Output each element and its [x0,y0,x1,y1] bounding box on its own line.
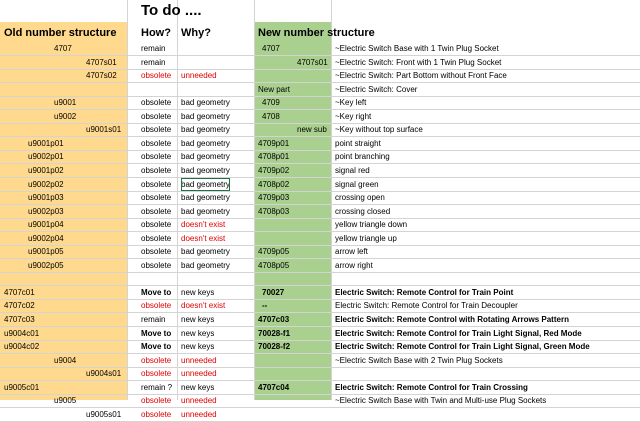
new-number-cell[interactable]: -- [262,301,268,311]
description-cell[interactable]: ~Key without top surface [335,125,423,135]
old-number-cell[interactable]: u9001p04 [28,220,64,230]
description-cell[interactable]: yellow triangle up [335,233,397,243]
table-row[interactable] [0,367,640,381]
new-number-cell[interactable]: 4707c03 [258,315,290,324]
description-cell[interactable]: ~Electric Switch: Front with 1 Twin Plug Socket [335,57,502,67]
why-cell[interactable]: doesn't exist [181,233,226,243]
how-cell[interactable]: obsolete [141,233,172,243]
table-row[interactable] [0,272,640,286]
how-cell[interactable]: obsolete [141,355,172,365]
description-cell[interactable]: ~Electric Switch Base with 1 Twin Plug Socket [335,44,499,53]
why-cell[interactable]: bad geometry [181,179,230,189]
old-number-cell[interactable]: u9004c01 [4,328,40,338]
old-number-cell[interactable]: 4707c01 [4,287,35,297]
description-cell[interactable]: signal red [335,165,370,175]
header-how[interactable]: How? [141,27,171,39]
table-row[interactable] [0,218,640,232]
why-cell[interactable]: unneeded [181,355,217,365]
new-number-cell[interactable]: 4708 [262,111,280,121]
new-number-cell[interactable]: 4708p03 [258,206,290,216]
description-cell[interactable]: Electric Switch: Remote Control for Train Point [335,287,514,297]
new-number-cell[interactable]: 4709p02 [258,165,290,175]
header-why[interactable]: Why? [181,27,211,39]
how-cell[interactable]: obsolete [141,369,172,379]
table-row[interactable] [0,83,640,97]
table-row[interactable] [0,69,640,83]
how-cell[interactable]: obsolete [141,165,172,175]
description-cell[interactable]: Electric Switch: Remote Control for Train Light Signal, Green Mode [335,342,590,352]
how-cell[interactable]: Move to [141,287,172,297]
why-cell[interactable]: bad geometry [181,138,230,148]
old-number-cell[interactable]: u9005c01 [4,382,40,392]
old-number-cell[interactable]: u9004 [54,355,77,365]
table-row[interactable] [0,42,640,56]
table-row[interactable] [0,286,640,300]
table-row[interactable] [0,408,640,422]
description-cell[interactable]: yellow triangle down [335,220,408,230]
how-cell[interactable]: Move to [141,328,172,338]
why-cell[interactable]: bad geometry [181,125,230,135]
how-cell[interactable]: remain [141,44,166,53]
how-cell[interactable]: obsolete [141,71,172,81]
how-cell[interactable]: remain [141,315,166,324]
why-cell[interactable]: unneeded [181,71,217,81]
table-row[interactable] [0,137,640,151]
old-number-cell[interactable]: u9001p05 [28,247,64,257]
table-row[interactable] [0,164,640,178]
description-cell[interactable]: point branching [335,152,390,162]
new-number-cell[interactable]: New part [258,84,291,94]
description-cell[interactable]: point straight [335,138,381,148]
description-cell[interactable]: Electric Switch: Remote Control for Train Crossing [335,382,528,392]
how-cell[interactable]: obsolete [141,206,172,216]
how-cell[interactable]: obsolete [141,152,172,162]
old-number-cell[interactable]: u9002 [54,111,77,121]
description-cell[interactable]: arrow left [335,247,368,257]
new-number-cell[interactable]: 4709p03 [258,193,290,203]
how-cell[interactable]: obsolete [141,138,172,148]
description-cell[interactable]: Electric Switch: Remote Control for Train Decoupler [335,301,518,311]
old-number-cell[interactable]: u9001s01 [86,125,122,135]
old-number-cell[interactable]: u9005 [54,396,77,406]
why-cell[interactable]: unneeded [181,369,217,379]
why-cell[interactable]: bad geometry [181,165,230,175]
table-row[interactable] [0,354,640,368]
why-cell[interactable]: doesn't exist [181,301,226,311]
description-cell[interactable]: ~Electric Switch: Part Bottom without Front Face [335,71,507,81]
new-number-cell[interactable]: 70028-f1 [258,328,291,338]
why-cell[interactable]: bad geometry [181,98,230,108]
new-number-cell[interactable]: 4709p01 [258,138,290,148]
how-cell[interactable]: remain ? [141,382,173,392]
sheet-title[interactable]: To do .... [141,2,202,19]
how-cell[interactable]: obsolete [141,260,172,270]
why-cell[interactable]: bad geometry [181,152,230,162]
new-number-cell[interactable]: 4707c04 [258,382,290,392]
description-cell[interactable]: crossing open [335,193,385,203]
old-number-cell[interactable]: u9001 [54,98,77,108]
how-cell[interactable]: obsolete [141,396,172,406]
why-cell[interactable]: new keys [181,342,215,352]
why-cell[interactable]: bad geometry [181,247,230,257]
table-row[interactable] [0,150,640,164]
old-number-cell[interactable]: u9002p02 [28,179,64,189]
old-number-cell[interactable]: u9002p03 [28,206,64,216]
how-cell[interactable]: obsolete [141,193,172,203]
old-number-cell[interactable]: 4707 [54,44,72,53]
description-cell[interactable]: ~Electric Switch: Cover [335,84,418,94]
old-number-cell[interactable]: u9001p03 [28,193,64,203]
new-number-cell[interactable]: 4707s01 [297,57,328,67]
new-number-cell[interactable]: 4708p05 [258,260,290,270]
new-number-cell[interactable]: 4708p02 [258,179,290,189]
why-cell[interactable]: bad geometry [181,193,230,203]
new-number-cell[interactable]: new sub [297,125,327,135]
old-number-cell[interactable]: 4707s02 [86,71,117,81]
new-number-cell[interactable]: 4709 [262,98,280,108]
description-cell[interactable]: ~Key right [335,111,372,121]
description-cell[interactable]: ~Key left [335,98,367,108]
description-cell[interactable]: Electric Switch: Remote Control with Rotating Arrows Pattern [335,315,569,324]
new-number-cell[interactable]: 4709p05 [258,247,290,257]
why-cell[interactable]: doesn't exist [181,220,226,230]
table-row[interactable] [0,327,640,341]
why-cell[interactable]: bad geometry [181,260,230,270]
why-cell[interactable]: unneeded [181,396,217,406]
description-cell[interactable]: ~Electric Switch Base with Twin and Multi-use Plug Sockets [335,396,547,406]
how-cell[interactable]: obsolete [141,125,172,135]
new-number-cell[interactable]: 4707 [262,44,280,53]
why-cell[interactable]: new keys [181,382,215,392]
header-old[interactable]: Old number structure [4,27,117,39]
how-cell[interactable]: obsolete [141,111,172,121]
why-cell[interactable]: new keys [181,315,215,324]
why-cell[interactable]: bad geometry [181,206,230,216]
old-number-cell[interactable]: u9005s01 [86,409,122,419]
table-row[interactable] [0,110,640,124]
table-row[interactable] [0,96,640,110]
table-row[interactable] [0,394,640,408]
old-number-cell[interactable]: u9002p05 [28,260,64,270]
table-row[interactable] [0,381,640,395]
table-row[interactable] [0,313,640,327]
how-cell[interactable]: Move to [141,342,172,352]
why-cell[interactable]: bad geometry [181,111,230,121]
description-cell[interactable]: arrow right [335,260,373,270]
how-cell[interactable]: obsolete [141,409,172,419]
why-cell[interactable]: new keys [181,287,215,297]
how-cell[interactable]: obsolete [141,247,172,257]
old-number-cell[interactable]: 4707c02 [4,301,35,311]
why-cell[interactable]: new keys [181,328,215,338]
description-cell[interactable]: signal green [335,179,379,189]
old-number-cell[interactable]: u9004s01 [86,369,122,379]
old-number-cell[interactable]: u9002p01 [28,152,64,162]
table-row[interactable] [0,340,640,354]
old-number-cell[interactable]: 4707c03 [4,315,35,324]
old-number-cell[interactable]: u9004c02 [4,342,40,352]
how-cell[interactable]: remain [141,57,166,67]
how-cell[interactable]: obsolete [141,98,172,108]
description-cell[interactable]: ~Electric Switch Base with 2 Twin Plug Sockets [335,355,503,365]
old-number-cell[interactable]: 4707s01 [86,57,117,67]
table-row[interactable] [0,205,640,219]
table-row[interactable] [0,178,640,192]
old-number-cell[interactable]: u9002p04 [28,233,64,243]
table-row[interactable] [0,232,640,246]
description-cell[interactable]: crossing closed [335,206,391,216]
table-row[interactable] [0,299,640,313]
table-row[interactable] [0,259,640,273]
how-cell[interactable]: obsolete [141,301,172,311]
header-new[interactable]: New number structure [258,27,375,39]
old-number-cell[interactable]: u9001p01 [28,138,64,148]
new-number-cell[interactable]: 70028-f2 [258,342,291,352]
table-row[interactable] [0,123,640,137]
new-number-cell[interactable]: 4708p01 [258,152,290,162]
new-number-cell[interactable]: 70027 [262,287,285,297]
how-cell[interactable]: obsolete [141,220,172,230]
description-cell[interactable]: Electric Switch: Remote Control for Train Light Signal, Red Mode [335,328,582,338]
why-cell[interactable]: unneeded [181,409,217,419]
table-row[interactable] [0,245,640,259]
table-row[interactable] [0,191,640,205]
how-cell[interactable]: obsolete [141,179,172,189]
table-row[interactable] [0,56,640,70]
old-number-cell[interactable]: u9001p02 [28,165,64,175]
